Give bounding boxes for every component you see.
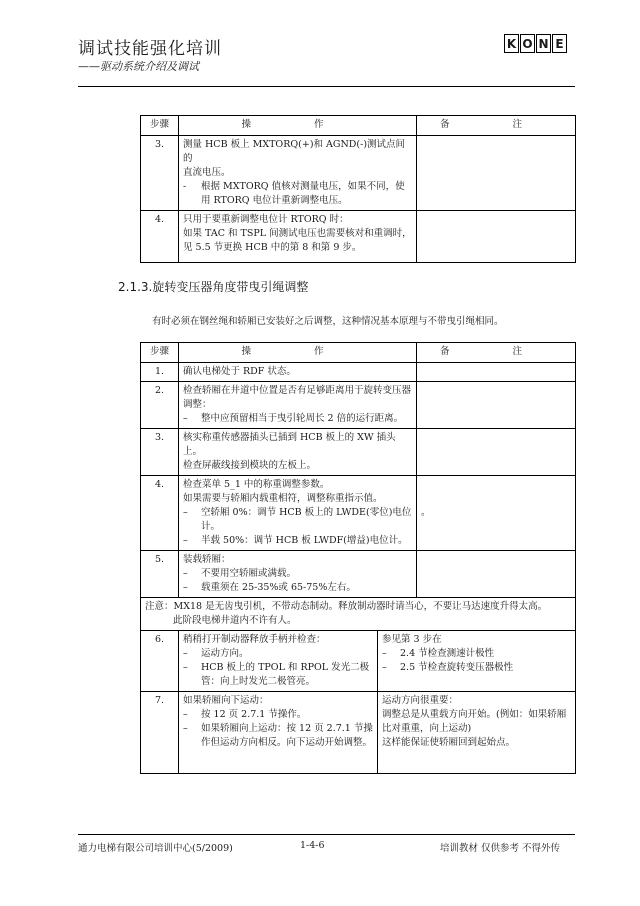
table-row [141,631,576,692]
operation-text: 检查轿厢在井道中位置是否有足够距离用于旋转变压器调整： [183,385,412,410]
document-subtitle: ——驱动系统介绍及调试 [78,60,199,73]
operation-text: 检查菜单 5_1 中的称重调整参数。 [183,479,330,490]
column-header-operation: 操 作 [179,116,417,136]
operation-text: 如果轿厢向下运动： [183,695,269,706]
dash-item: – 半载 50%：调节 HCB 板 LWDF(增益)电位计。 [183,535,408,546]
step-note [378,692,576,774]
step-number: 7. [141,692,179,774]
step-note [378,631,576,692]
dash-item: – 运动方向。 [183,648,249,659]
table-row [141,136,576,211]
safety-notice [141,598,576,631]
note-text: 这样能保证使轿厢回到起始点。 [382,737,516,748]
logo-letter: E [552,34,567,53]
document-title: 调试技能强化培训 [78,39,222,59]
step-number: 1. [141,363,179,382]
operation-text: 装载轿厢： [183,554,231,565]
note-text: 运动方向很重要： [382,695,459,706]
dash-item: – HCB 板上的 TPOL 和 RPOL 发光二极管：向上时发光二极管亮。 [183,662,370,687]
dash-item: – 按 12 页 2.7.1 节操作。 [183,709,307,720]
header-divider [78,86,575,87]
operation-text: 确认电梯处于 RDF 状态。 [183,366,296,377]
step-operation [179,551,417,598]
step-number: 4. [141,211,179,263]
step-operation [179,476,417,551]
step-number: 2. [141,382,179,429]
steps-table [140,342,576,774]
steps-table-continued [140,115,576,263]
operation-text: 如果 TAC 和 TSPL 间测试电压也需要核对和重调时，见 5.5 节更换 HCB 中的第 8 和第 9 步。 [183,228,412,253]
table-row [141,211,576,263]
step-operation [179,136,417,211]
operation-text: 稍稍打开制动器释放手柄并检查： [183,634,326,645]
step-number: 6. [141,631,179,692]
table-row [141,429,576,476]
column-header-notes: 备 注 [417,343,576,363]
logo-letter: O [520,34,535,53]
operation-text: 直流电压。 [183,167,231,178]
step-number: 3. [141,429,179,476]
logo-letter: N [536,34,551,53]
step-note [417,136,576,211]
dash-item: – 如果轿厢向上运动：按 12 页 2.7.1 节操作但运动方向相反。向下运动开始调整。 [183,723,373,748]
note-text: 参见第 3 步在 [382,634,442,645]
step-operation [179,382,417,429]
step-note: 。 [417,476,576,551]
step-number: 3. [141,136,179,211]
step-note [417,382,576,429]
notice-text: 此阶段电梯井道内不许有人。 [173,615,297,626]
section-title: 2.1.3.旋转变压器角度带曳引绳调整 [118,280,309,294]
kone-logo [503,34,567,53]
dash-item: – 2.4 节检查测速计极性 [382,648,495,659]
operation-text: 测量 HCB 板上 MXTORQ(+)和 AGND(-)测试点间的 [183,139,406,164]
dash-item: – 整中应预留相当于曳引轮周长 2 倍的运行距离。 [183,413,404,424]
step-note [417,551,576,598]
step-operation [179,692,378,774]
operation-text: 只用于要重新调整电位计 RTORQ 时： [183,214,349,225]
logo-letter: K [504,34,519,53]
dash-item: – 空轿厢 0%：调节 HCB 板上的 LWDE(零位)电位计。 [183,507,412,532]
operation-text: 检查屏蔽线接到模块的左板上。 [183,460,317,471]
footer-divider [78,834,575,835]
column-header-notes: 备 注 [417,116,576,136]
step-note [417,429,576,476]
footer-disclaimer: 培训教材 仅供参考 不得外传 [440,843,561,854]
dash-item: – 2.5 节检查旋转变压器极性 [382,662,514,673]
dash-item: – 不要用空轿厢或满载。 [183,568,297,579]
column-header-step: 步骤 [141,343,179,363]
section-intro: 有时必须在钢丝绳和轿厢已安装好之后调整，这种情况基本原理与不带曳引绳相同。 [152,316,504,327]
step-operation [179,363,417,382]
operation-text: 核实称重传感器插头已插到 HCB 板上的 XW 插头上。 [183,432,396,457]
operation-text: 如果需要与轿厢内载重相符，调整称重指示值。 [183,493,383,504]
column-header-operation: 操 作 [179,343,417,363]
step-number: 5. [141,551,179,598]
dash-item: – 载重须在 25-35%或 65-75%左右。 [183,582,356,593]
step-operation [179,631,378,692]
column-header-step: 步骤 [141,116,179,136]
step-note [417,363,576,382]
note-text: 调整总是从重载方向开始。(例如：如果轿厢比对重重，向上运动) [382,709,567,734]
table-row [141,476,576,551]
step-operation [179,429,417,476]
table-row [141,692,576,774]
notice-text: 注意：MX18 是无齿曳引机，不带动态制动。释放制动器时请当心，不要让马达速度升得太高。 [145,601,548,612]
dash-item: - 根据 MXTORQ 值核对测量电压，如果不同，使用 RTORQ 电位计重新调整电压。 [183,181,405,206]
step-number: 4. [141,476,179,551]
table-row [141,363,576,382]
table-row [141,551,576,598]
notice-row [141,598,576,631]
step-operation [179,211,417,263]
step-note [417,211,576,263]
page-number: 1-4-6 [300,840,325,851]
footer-publisher: 通力电梯有限公司培训中心(5/2009) [78,843,233,854]
table-row [141,382,576,429]
